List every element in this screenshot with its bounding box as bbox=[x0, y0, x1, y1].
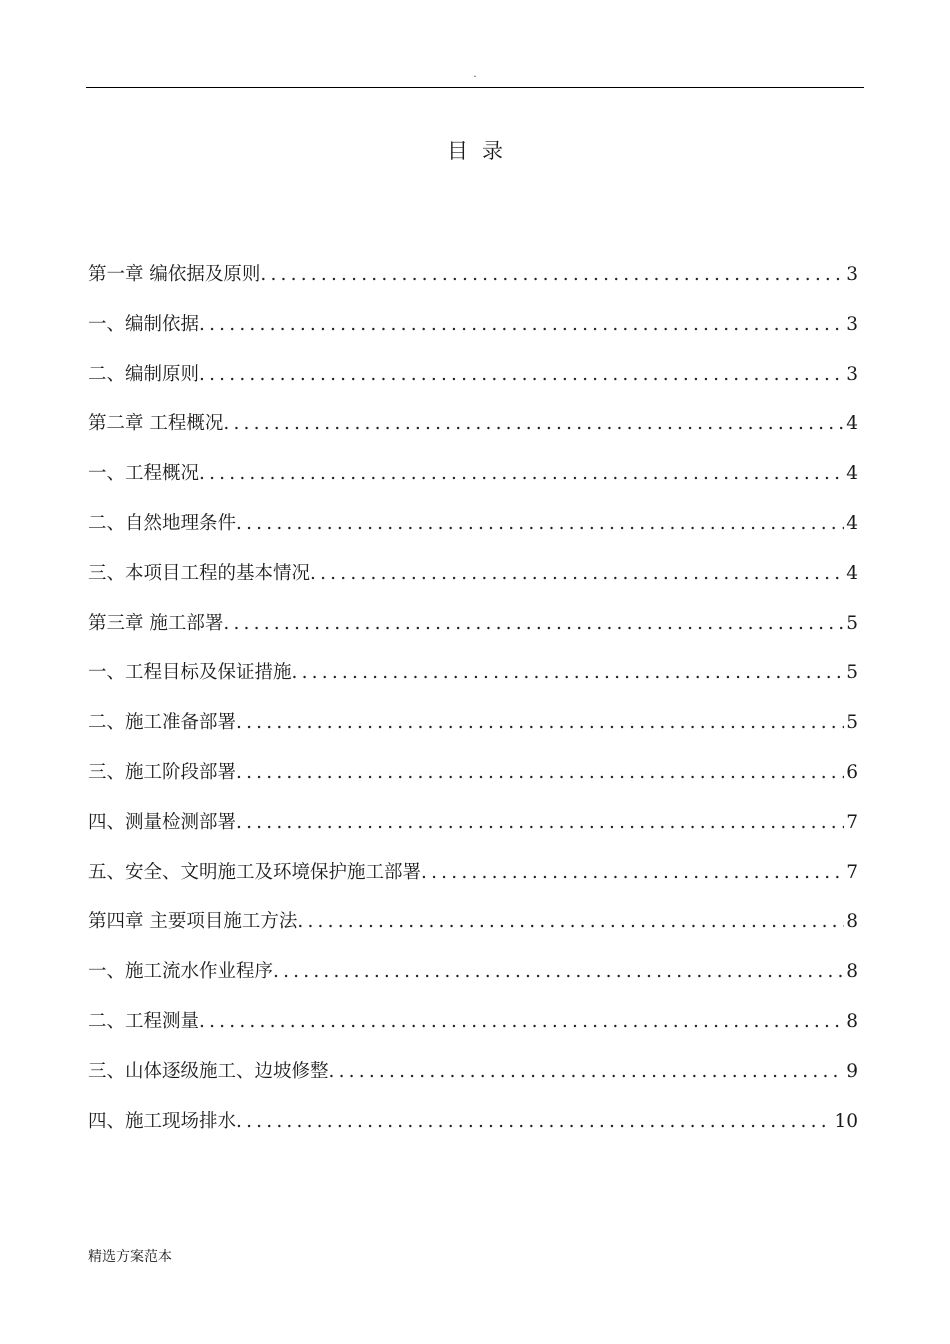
toc-dot-leader bbox=[310, 557, 844, 591]
toc-entry[interactable] bbox=[88, 806, 858, 856]
table-of-contents bbox=[88, 258, 858, 1154]
toc-entry[interactable] bbox=[88, 856, 858, 906]
toc-page-number: 4 bbox=[846, 463, 858, 485]
toc-page-number: 3 bbox=[846, 363, 858, 385]
toc-entry-label: 二、工程测量 bbox=[88, 1010, 200, 1032]
toc-entry-label: 四、施工现场排水 bbox=[88, 1110, 237, 1132]
toc-page-number: 10 bbox=[834, 1110, 858, 1132]
footer-text: 精选方案范本 bbox=[88, 1249, 172, 1265]
toc-page-number: 9 bbox=[846, 1060, 858, 1082]
toc-entry[interactable] bbox=[88, 756, 858, 806]
toc-entry[interactable] bbox=[88, 1105, 858, 1155]
toc-entry[interactable] bbox=[88, 258, 858, 308]
toc-entry[interactable] bbox=[88, 905, 858, 955]
toc-page-number: 4 bbox=[846, 562, 858, 584]
toc-entry-label: 一、编制依据 bbox=[88, 313, 200, 335]
toc-page-number: 4 bbox=[846, 413, 858, 435]
toc-entry[interactable] bbox=[88, 557, 858, 607]
toc-page-number: 3 bbox=[846, 264, 858, 285]
toc-dot-leader bbox=[236, 507, 844, 541]
toc-dot-leader bbox=[236, 806, 844, 840]
toc-entry[interactable] bbox=[88, 955, 858, 1005]
toc-page-number: 5 bbox=[846, 612, 858, 634]
toc-entry-label: 第三章 施工部署 bbox=[88, 612, 224, 634]
toc-entry-label: 二、自然地理条件 bbox=[88, 512, 237, 534]
toc-entry[interactable] bbox=[88, 308, 858, 358]
toc-entry-label: 第四章 主要项目施工方法 bbox=[88, 911, 298, 933]
toc-page-number: 5 bbox=[846, 662, 858, 684]
toc-entry[interactable] bbox=[88, 407, 858, 457]
toc-entry[interactable] bbox=[88, 1005, 858, 1055]
toc-dot-leader bbox=[236, 756, 844, 790]
toc-page-number: 5 bbox=[846, 712, 858, 734]
toc-entry-label: 一、工程目标及保证措施 bbox=[88, 662, 292, 684]
toc-entry[interactable] bbox=[88, 656, 858, 706]
toc-entry-label: 一、施工流水作业程序 bbox=[88, 961, 274, 983]
toc-page-number: 8 bbox=[846, 1010, 858, 1032]
toc-dot-leader bbox=[199, 308, 844, 342]
toc-entry-label: 第一章 编依据及原则 bbox=[88, 264, 261, 285]
toc-entry[interactable] bbox=[88, 507, 858, 557]
toc-entry-label: 三、山体逐级施工、边坡修整 bbox=[88, 1060, 329, 1082]
toc-entry-label: 五、安全、文明施工及环境保护施工部署 bbox=[88, 861, 422, 883]
toc-page-number: 8 bbox=[846, 961, 858, 983]
toc-page-number: 6 bbox=[846, 761, 858, 783]
toc-entry[interactable] bbox=[88, 706, 858, 756]
toc-dot-leader bbox=[199, 457, 844, 491]
toc-dot-leader bbox=[260, 258, 844, 292]
toc-entry[interactable] bbox=[88, 607, 858, 657]
toc-dot-leader bbox=[297, 905, 844, 939]
header-rule bbox=[86, 87, 864, 88]
toc-entry-label: 一、工程概况 bbox=[88, 463, 200, 485]
toc-page-number: 4 bbox=[846, 512, 858, 534]
header-mark: . bbox=[473, 69, 477, 80]
toc-page-number: 7 bbox=[846, 811, 858, 833]
toc-entry-label: 二、编制原则 bbox=[88, 363, 200, 385]
toc-dot-leader bbox=[199, 358, 844, 392]
toc-page-number: 8 bbox=[846, 911, 858, 933]
toc-dot-leader bbox=[292, 656, 845, 690]
toc-dot-leader bbox=[223, 407, 844, 441]
toc-dot-leader bbox=[223, 607, 844, 641]
toc-dot-leader bbox=[273, 955, 844, 989]
toc-entry-label: 二、施工准备部署 bbox=[88, 712, 237, 734]
toc-page-number: 7 bbox=[846, 861, 858, 883]
toc-entry-label: 三、施工阶段部署 bbox=[88, 761, 237, 783]
toc-entry[interactable] bbox=[88, 1055, 858, 1105]
page-title: 目录 bbox=[447, 139, 517, 163]
toc-dot-leader bbox=[421, 856, 844, 890]
toc-dot-leader bbox=[329, 1055, 845, 1089]
toc-entry-label: 三、本项目工程的基本情况 bbox=[88, 562, 311, 584]
toc-entry[interactable] bbox=[88, 457, 858, 507]
toc-dot-leader bbox=[236, 706, 844, 740]
toc-dot-leader bbox=[199, 1005, 844, 1039]
toc-dot-leader bbox=[236, 1105, 832, 1139]
toc-entry-label: 四、测量检测部署 bbox=[88, 811, 237, 833]
toc-page-number: 3 bbox=[846, 313, 858, 335]
toc-entry-label: 第二章 工程概况 bbox=[88, 413, 224, 435]
toc-entry[interactable] bbox=[88, 358, 858, 408]
